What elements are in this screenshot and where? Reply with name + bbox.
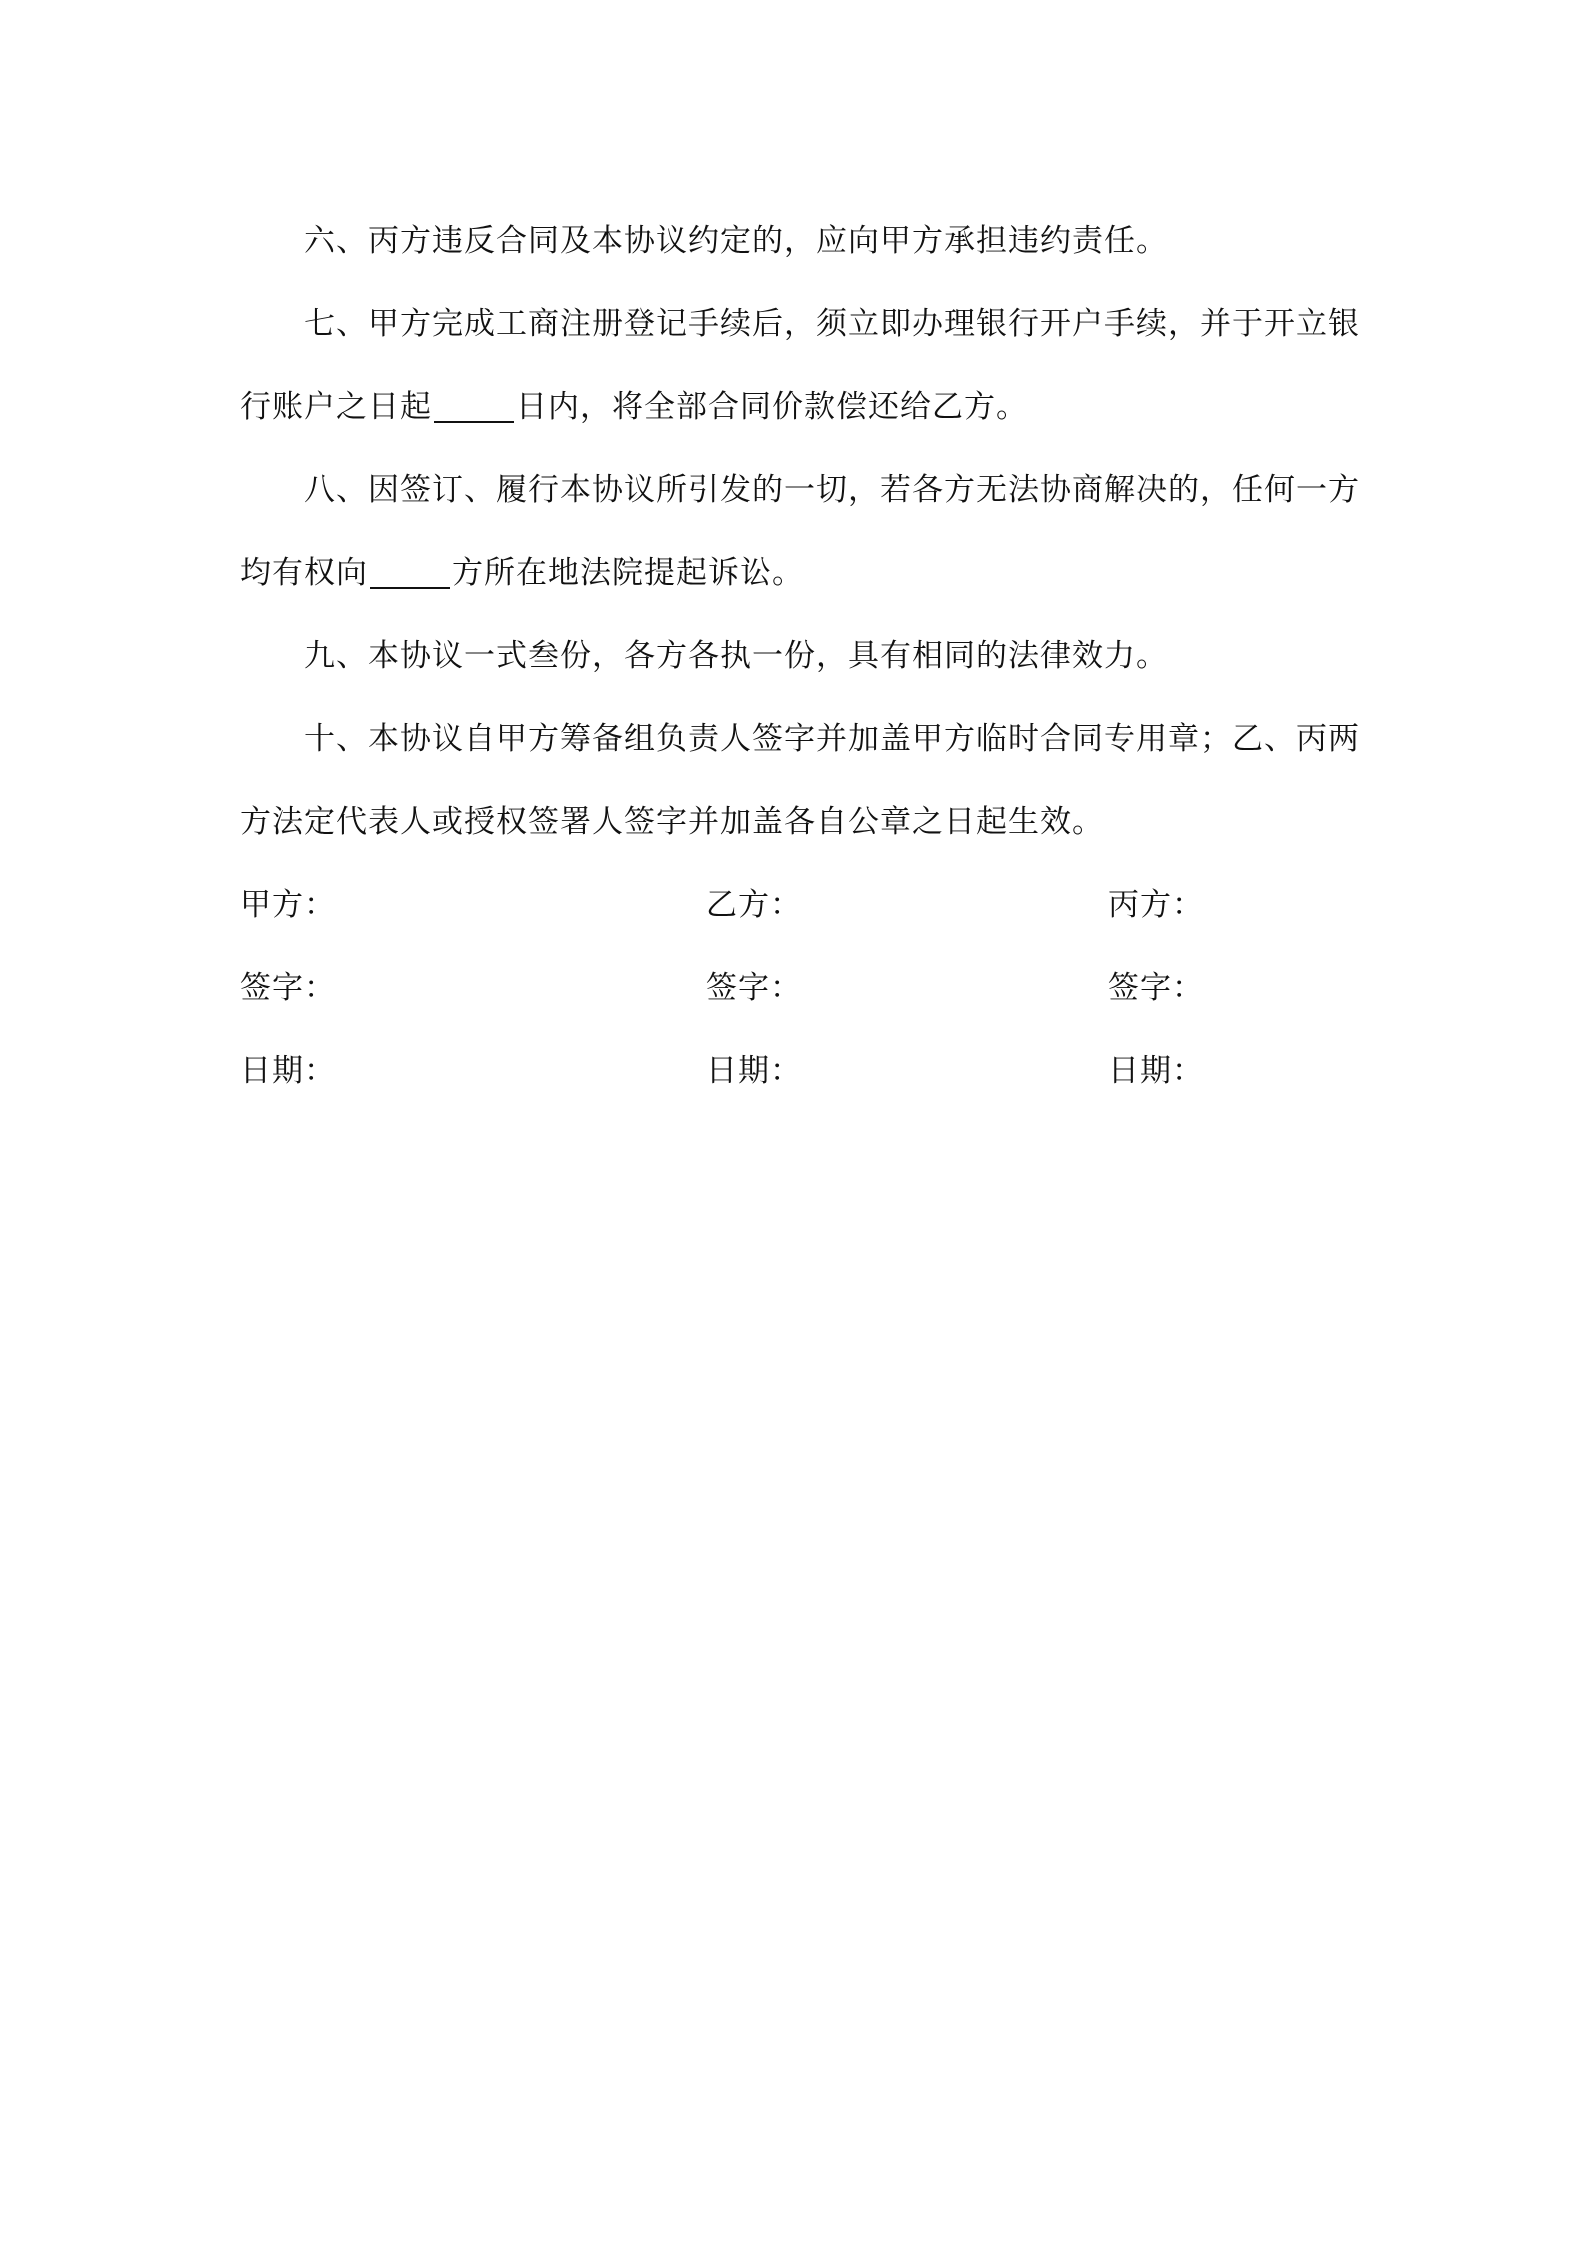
party-blank [370,554,450,589]
clause-6 [240,200,1352,283]
clause-10-line-1: 十、本协议自甲方筹备组负责人签字并加盖甲方临时合同专用章；乙、丙两 [304,721,1360,757]
clause-7-line-2-after: 日内，将全部合同价款偿还给乙方。 [516,389,1028,425]
party-b-label: 乙方： [706,887,802,923]
clause-7-line-2 [240,366,1352,449]
party-a-sign-label: 签字： [240,970,336,1006]
party-a-date-label: 日期： [240,1053,336,1089]
days-blank [434,388,514,423]
clause-7 [240,283,1360,449]
clause-8-line-2-after: 方所在地法院提起诉讼。 [452,555,804,591]
clause-8-line-2 [240,532,1352,615]
party-b-sign-label: 签字： [706,970,802,1006]
clause-8-line-1: 八、因签订、履行本协议所引发的一切，若各方无法协商解决的，任何一方 [304,472,1360,508]
signature-block [240,864,1352,1113]
party-c-date-label: 日期： [1108,1053,1204,1089]
party-c-sign-label: 签字： [1108,970,1204,1006]
party-row [240,864,1352,947]
sign-row [240,947,1352,1030]
clause-9 [240,615,1352,698]
party-a-label: 甲方： [240,887,336,923]
party-c-label: 丙方： [1108,887,1204,923]
clause-6-line-1: 六、丙方违反合同及本协议约定的，应向甲方承担违约责任。 [304,223,1168,259]
clause-7-line-2-before: 行账户之日起 [240,389,432,425]
clause-7-line-1: 七、甲方完成工商注册登记手续后，须立即办理银行开户手续，并于开立银 [304,306,1360,342]
clause-8-line-2-before: 均有权向 [240,555,368,591]
clause-8 [240,449,1360,615]
party-b-date-label: 日期： [706,1053,802,1089]
clause-9-line-1: 九、本协议一式叁份，各方各执一份，具有相同的法律效力。 [304,638,1168,674]
agreement-body [240,200,1360,1113]
date-row [240,1030,1352,1113]
clause-10 [240,698,1360,864]
clause-10-line-2: 方法定代表人或授权签署人签字并加盖各自公章之日起生效。 [240,804,1104,840]
